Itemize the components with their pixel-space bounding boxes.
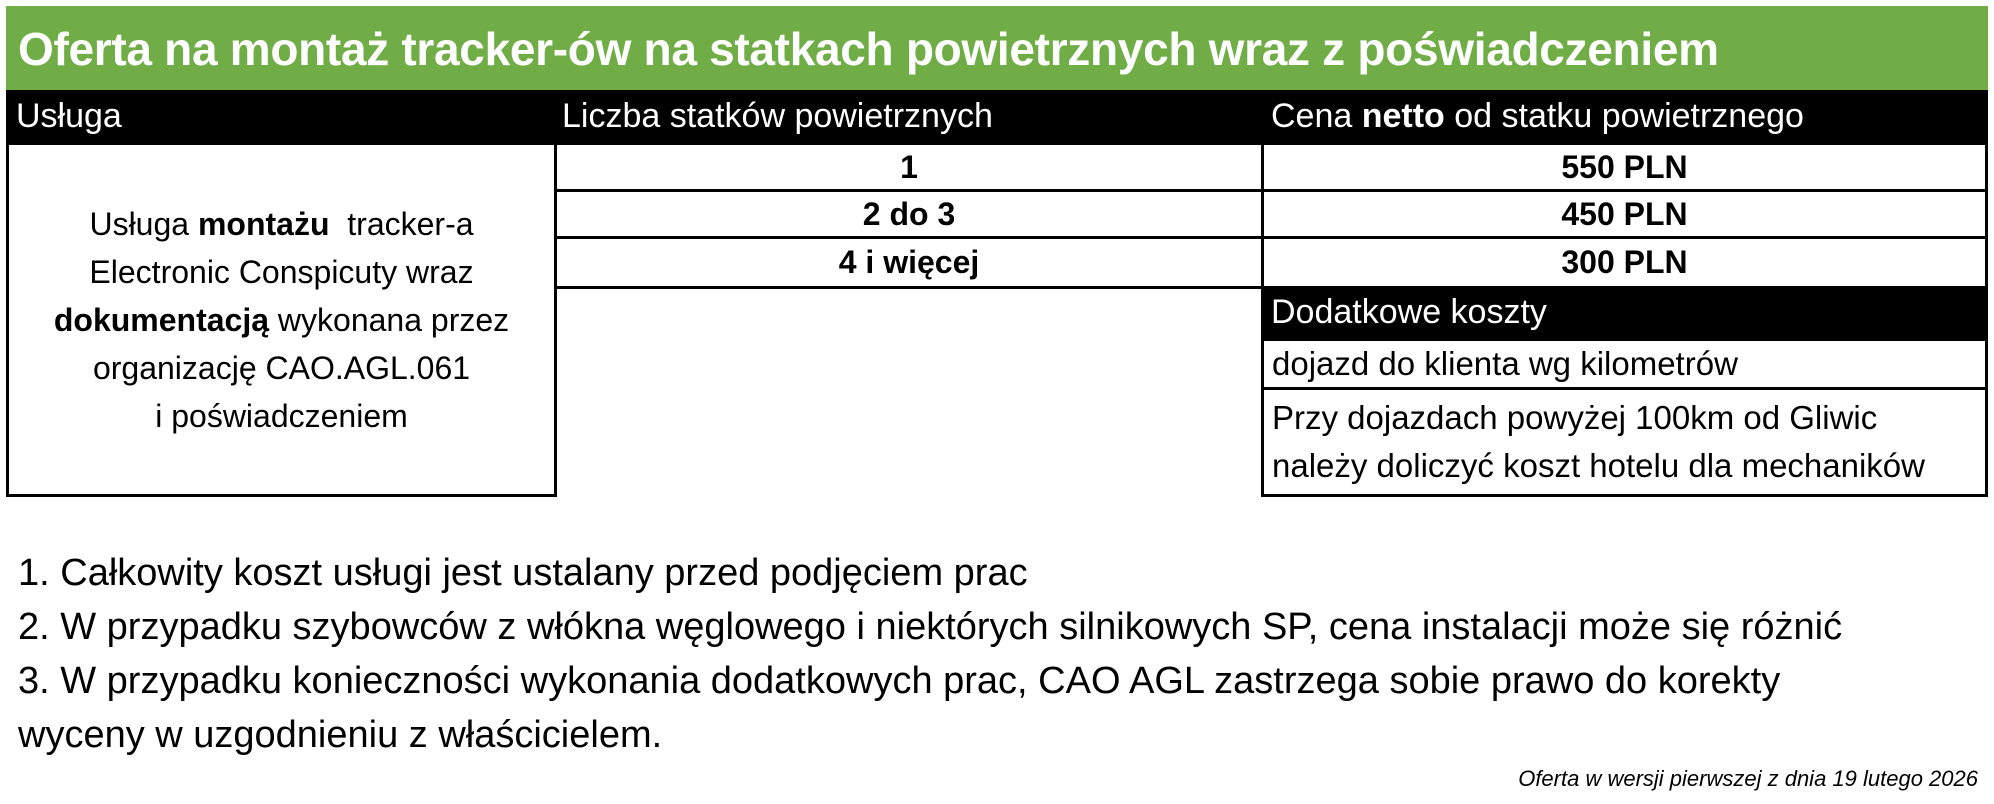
extra-cost-item: dojazd do klienta wg kilometrów: [1261, 338, 1988, 390]
note-item: wyceny w uzgodnieniu z właścicielem.: [18, 714, 663, 756]
header-count: Liczba statków powietrznych: [554, 90, 1261, 142]
service-cell: [6, 142, 557, 497]
count-cell: 1: [554, 142, 1264, 192]
notes-list: [18, 546, 1978, 762]
note-item: 3. W przypadku konieczności wykonania dodatkowych prac, CAO AGL zastrzega sobie prawo do korekty: [18, 660, 1781, 702]
extra-costs-header: Dodatkowe koszty: [1261, 286, 1988, 338]
page-title: Oferta na montaż tracker-ów na statkach powietrznych wraz z poświadczeniem: [18, 23, 1719, 75]
title-bar: [6, 6, 1988, 90]
count-cell: 2 do 3: [554, 189, 1264, 239]
extra-cost-item: Przy dojazdach powyżej 100km od Gliwic należy doliczyć koszt hotelu dla mechaników: [1261, 387, 1988, 497]
version-note: Oferta w wersji pierwszej z dnia 19 lutego 2026: [1518, 766, 1978, 791]
service-description: Usługa montażu tracker-a Electronic Conspicuty wraz dokumentacją wykonana przez organizację CAO.AGL.061 i poświadczeniem: [53, 205, 510, 434]
price-cell: 450 PLN: [1261, 189, 1988, 239]
note-item: 1. Całkowity koszt usługi jest ustalany przed podjęciem prac: [18, 552, 1028, 594]
note-item: 2. W przypadku szybowców z włókna węglowego i niektórych silnikowych SP, cena instalacji może się różnić: [18, 606, 1843, 648]
price-cell: 550 PLN: [1261, 142, 1988, 192]
count-cell: 4 i więcej: [554, 236, 1264, 289]
header-service: Usługa: [6, 90, 554, 142]
header-price: Cena netto od statku powietrznego: [1261, 90, 1988, 142]
price-cell: 300 PLN: [1261, 236, 1988, 289]
